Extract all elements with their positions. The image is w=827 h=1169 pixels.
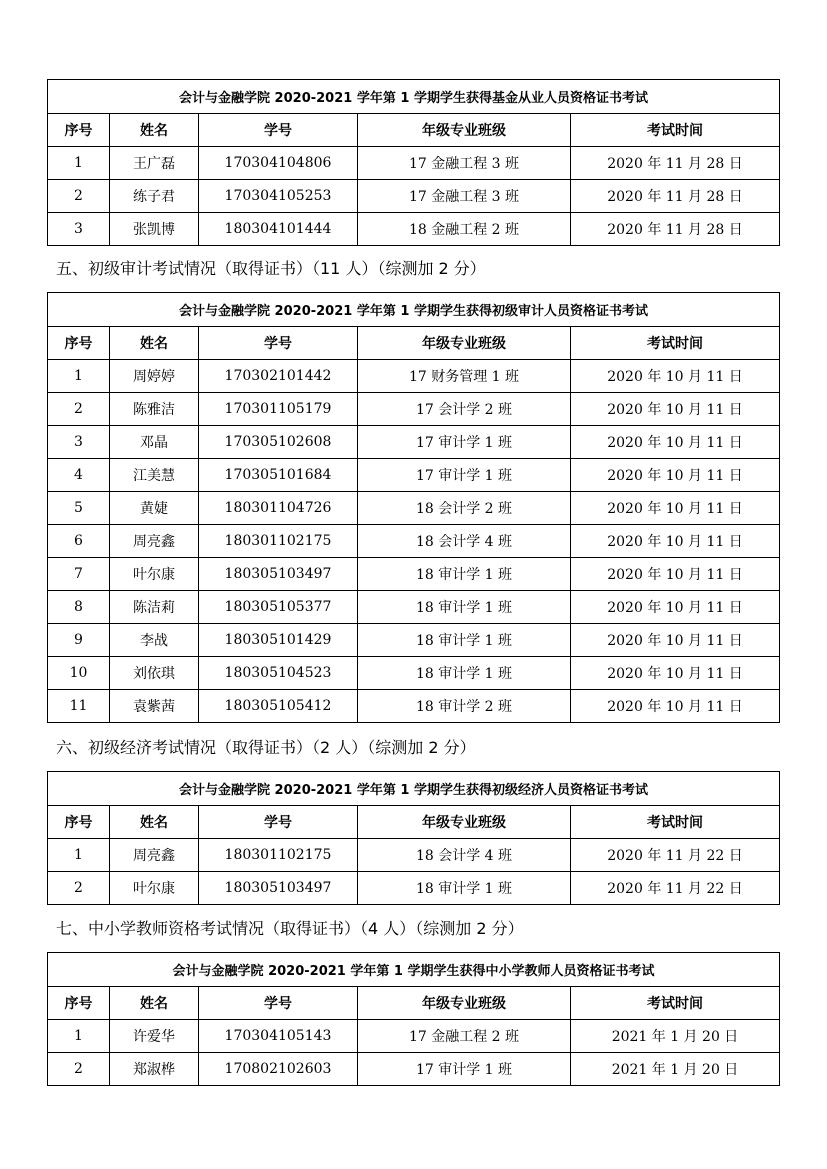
cell-exam-date: 2020 年 11 月 28 日 [571,147,780,180]
table-row [48,624,780,657]
header-exam-date: 考试时间 [571,327,780,360]
cell-exam-date: 2020 年 10 月 11 日 [571,624,780,657]
cell-student-id: 170305102608 [199,426,358,459]
cell-class: 18 金融工程 2 班 [358,213,571,246]
cell-student-id: 180305105412 [199,690,358,723]
table-row [48,1053,780,1086]
cell-exam-date: 2020 年 10 月 11 日 [571,360,780,393]
cell-name: 刘依琪 [110,657,199,690]
table-row [48,591,780,624]
table-row [48,525,780,558]
header-name: 姓名 [110,806,199,839]
header-index: 序号 [48,114,110,147]
cell-name: 郑淑桦 [110,1053,199,1086]
cell-class: 18 审计学 1 班 [358,872,571,905]
cell-name: 江美慧 [110,459,199,492]
cell-student-id: 170305101684 [199,459,358,492]
cell-index: 5 [48,492,110,525]
cell-name: 叶尔康 [110,558,199,591]
cell-name: 叶尔康 [110,872,199,905]
cell-class: 17 审计学 1 班 [358,1053,571,1086]
cell-exam-date: 2020 年 10 月 11 日 [571,591,780,624]
cell-exam-date: 2020 年 10 月 11 日 [571,492,780,525]
header-student-id: 学号 [199,114,358,147]
cell-index: 2 [48,393,110,426]
cell-name: 练子君 [110,180,199,213]
table-row [48,393,780,426]
cell-index: 6 [48,525,110,558]
cell-index: 10 [48,657,110,690]
cell-exam-date: 2020 年 11 月 28 日 [571,213,780,246]
cell-exam-date: 2020 年 10 月 11 日 [571,393,780,426]
cell-student-id: 180305101429 [199,624,358,657]
cell-student-id: 180305103497 [199,872,358,905]
cell-index: 7 [48,558,110,591]
cell-exam-date: 2020 年 11 月 22 日 [571,839,780,872]
table-row [48,180,780,213]
cell-class: 17 会计学 2 班 [358,393,571,426]
header-class: 年级专业班级 [358,987,571,1020]
cell-student-id: 170301105179 [199,393,358,426]
cell-student-id: 170304104806 [199,147,358,180]
header-class: 年级专业班级 [358,327,571,360]
cell-exam-date: 2020 年 10 月 11 日 [571,657,780,690]
cell-name: 许爱华 [110,1020,199,1053]
cell-name: 周婷婷 [110,360,199,393]
section-heading-teacher: 七、中小学教师资格考试情况（取得证书）（4 人）（综测加 2 分） [56,919,524,938]
header-exam-date: 考试时间 [571,114,780,147]
header-student-id: 学号 [199,327,358,360]
table-title: 会计与金融学院 2020-2021 学年第 1 学期学生获得初级审计人员资格证书考试 [48,293,780,327]
cell-index: 1 [48,839,110,872]
cell-name: 周亮鑫 [110,525,199,558]
header-name: 姓名 [110,327,199,360]
table-row [48,213,780,246]
header-class: 年级专业班级 [358,114,571,147]
table-title: 会计与金融学院 2020-2021 学年第 1 学期学生获得中小学教师人员资格证书考试 [48,953,780,987]
cell-exam-date: 2020 年 10 月 11 日 [571,525,780,558]
cell-student-id: 180301104726 [199,492,358,525]
cell-class: 17 金融工程 2 班 [358,1020,571,1053]
cell-student-id: 180304101444 [199,213,358,246]
cell-name: 邓晶 [110,426,199,459]
cell-student-id: 180301102175 [199,525,358,558]
cell-class: 17 金融工程 3 班 [358,147,571,180]
cell-class: 17 审计学 1 班 [358,426,571,459]
table-row [48,492,780,525]
cell-index: 2 [48,872,110,905]
table-row [48,657,780,690]
cell-index: 2 [48,1053,110,1086]
cell-name: 李战 [110,624,199,657]
cell-student-id: 170304105143 [199,1020,358,1053]
cell-name: 陈雅洁 [110,393,199,426]
cell-student-id: 170302101442 [199,360,358,393]
cell-student-id: 180305105377 [199,591,358,624]
cell-class: 18 会计学 2 班 [358,492,571,525]
cell-exam-date: 2020 年 10 月 11 日 [571,459,780,492]
table-row [48,360,780,393]
cell-class: 17 财务管理 1 班 [358,360,571,393]
cell-index: 3 [48,426,110,459]
cell-index: 4 [48,459,110,492]
cell-exam-date: 2020 年 10 月 11 日 [571,690,780,723]
table-row [48,872,780,905]
cell-name: 周亮鑫 [110,839,199,872]
cell-name: 黄婕 [110,492,199,525]
audit-certificate-table [47,292,780,723]
cell-exam-date: 2021 年 1 月 20 日 [571,1053,780,1086]
header-index: 序号 [48,806,110,839]
table-row [48,147,780,180]
table-row [48,558,780,591]
table-title: 会计与金融学院 2020-2021 学年第 1 学期学生获得基金从业人员资格证书考试 [48,80,780,114]
header-index: 序号 [48,327,110,360]
cell-name: 袁紫茜 [110,690,199,723]
header-name: 姓名 [110,987,199,1020]
cell-index: 11 [48,690,110,723]
section-heading-audit: 五、初级审计考试情况（取得证书）（11 人）（综测加 2 分） [56,259,486,278]
cell-index: 3 [48,213,110,246]
cell-student-id: 180301102175 [199,839,358,872]
header-index: 序号 [48,987,110,1020]
table-row [48,839,780,872]
table-row [48,459,780,492]
cell-class: 18 审计学 1 班 [358,558,571,591]
cell-class: 18 审计学 2 班 [358,690,571,723]
section-heading-economics: 六、初级经济考试情况（取得证书）（2 人）（综测加 2 分） [56,738,476,757]
table-row [48,690,780,723]
cell-student-id: 170802102603 [199,1053,358,1086]
header-name: 姓名 [110,114,199,147]
cell-class: 17 金融工程 3 班 [358,180,571,213]
cell-exam-date: 2020 年 11 月 22 日 [571,872,780,905]
cell-name: 王广磊 [110,147,199,180]
cell-index: 8 [48,591,110,624]
teacher-certificate-table [47,952,780,1086]
header-student-id: 学号 [199,987,358,1020]
cell-exam-date: 2020 年 10 月 11 日 [571,558,780,591]
cell-class: 18 审计学 1 班 [358,624,571,657]
cell-student-id: 180305103497 [199,558,358,591]
cell-index: 1 [48,360,110,393]
table-row [48,426,780,459]
cell-class: 18 会计学 4 班 [358,839,571,872]
header-student-id: 学号 [199,806,358,839]
header-exam-date: 考试时间 [571,987,780,1020]
cell-index: 1 [48,147,110,180]
cell-student-id: 180305104523 [199,657,358,690]
economics-certificate-table [47,771,780,905]
header-exam-date: 考试时间 [571,806,780,839]
table-row [48,1020,780,1053]
cell-exam-date: 2020 年 11 月 28 日 [571,180,780,213]
cell-name: 陈洁莉 [110,591,199,624]
cell-class: 18 审计学 1 班 [358,657,571,690]
cell-index: 1 [48,1020,110,1053]
cell-exam-date: 2020 年 10 月 11 日 [571,426,780,459]
table-title: 会计与金融学院 2020-2021 学年第 1 学期学生获得初级经济人员资格证书考试 [48,772,780,806]
cell-index: 9 [48,624,110,657]
header-class: 年级专业班级 [358,806,571,839]
cell-name: 张凯博 [110,213,199,246]
fund-certificate-table [47,79,780,246]
cell-class: 18 会计学 4 班 [358,525,571,558]
cell-student-id: 170304105253 [199,180,358,213]
cell-class: 18 审计学 1 班 [358,591,571,624]
cell-class: 17 审计学 1 班 [358,459,571,492]
cell-exam-date: 2021 年 1 月 20 日 [571,1020,780,1053]
cell-index: 2 [48,180,110,213]
